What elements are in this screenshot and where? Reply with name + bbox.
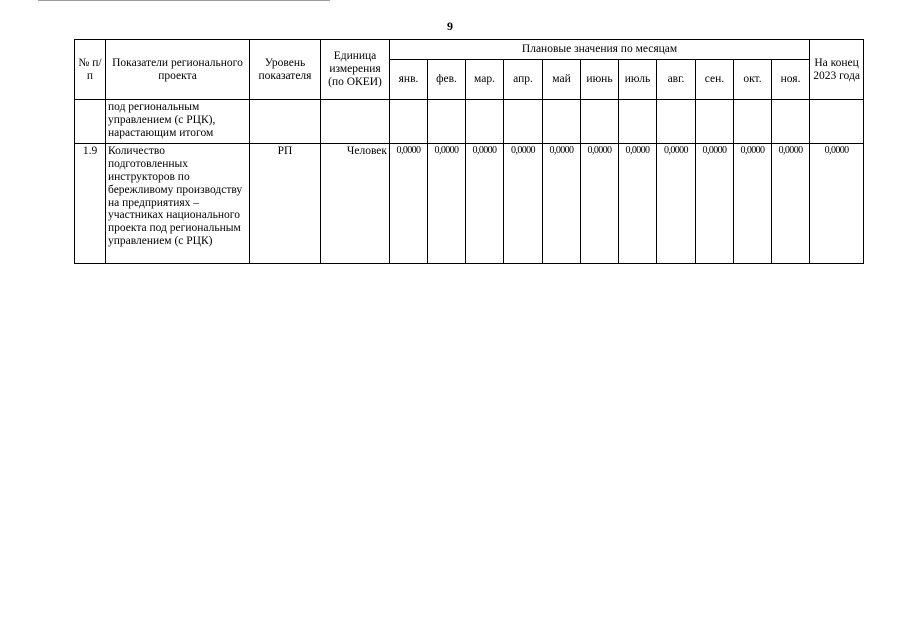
header-month: мар. [466,60,504,100]
header-indicators: Показатели регионального проекта [106,40,250,100]
row-unit: Человек [321,144,390,264]
end-of-year-value [810,100,864,144]
month-value [466,100,504,144]
indicators-table [74,39,864,264]
header-month: июль [619,60,657,100]
month-value: 0,0000 [466,144,504,264]
month-value: 0,0000 [772,144,810,264]
header-month: фев. [428,60,466,100]
row-name: Количество подготовленных инструкторов по бережливому производству на предприятиях – участниках национального проекта под региональным управлением (с РЦК) [106,144,250,264]
month-value: 0,0000 [428,144,466,264]
top-rule [38,0,330,1]
month-value [772,100,810,144]
header-month: сен. [696,60,734,100]
row-level [250,100,321,144]
row-name: под региональным управлением (с РЦК), нарастающим итогом [106,100,250,144]
month-value: 0,0000 [390,144,428,264]
month-value [619,100,657,144]
month-value [390,100,428,144]
header-plan-values: Плановые значения по месяцам [390,40,810,60]
table-row [75,100,864,144]
row-num: 1.9 [75,144,106,264]
row-level: РП [250,144,321,264]
header-num: № п/п [75,40,106,100]
month-value [581,100,619,144]
row-num [75,100,106,144]
month-value [734,100,772,144]
header-month: окт. [734,60,772,100]
month-value: 0,0000 [696,144,734,264]
header-month: ноя. [772,60,810,100]
row-unit [321,100,390,144]
month-value: 0,0000 [619,144,657,264]
month-value: 0,0000 [734,144,772,264]
month-value: 0,0000 [543,144,581,264]
month-value [504,100,543,144]
month-value: 0,0000 [581,144,619,264]
header-level: Уровень показателя [250,40,321,100]
month-value: 0,0000 [504,144,543,264]
month-value: 0,0000 [657,144,696,264]
header-month: янв. [390,60,428,100]
month-value [428,100,466,144]
table-row [75,144,864,264]
header-end-of-year: На конец 2023 года [810,40,864,100]
month-value [543,100,581,144]
page-number: 9 [447,19,453,33]
header-month: апр. [504,60,543,100]
month-value [696,100,734,144]
month-value [657,100,696,144]
header-month: май [543,60,581,100]
end-of-year-value: 0,0000 [810,144,864,264]
header-month: авг. [657,60,696,100]
header-unit: Единица измерения (по ОКЕИ) [321,40,390,100]
header-month: июнь [581,60,619,100]
